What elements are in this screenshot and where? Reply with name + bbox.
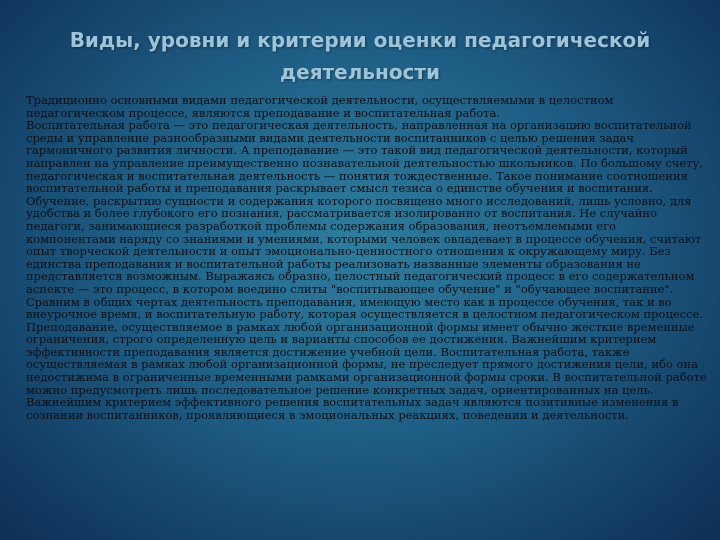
body-paragraph: Воспитательная работа — это педагогическая деятельность, направленная на организацию воспитательной среды и управление разнообразными видами деятельности воспитанников с целью решения задач гармоничного развития личности. А преподавание — это такой вид педагогической деятельности, который направлен на управление преимущественно познавательной деятельностью школьников. По большому счету, педагогическая и воспитательная деятельность — понятия тождественные. Такое понимание соотношения воспитательной работы и преподавания раскрывает смысл тезиса о единстве обучения и воспитания. xyxy=(26,118,703,196)
body-paragraph: Сравним в общих чертах деятельность преподавания, имеющую место как в процессе обучения, так и во внеурочное время, и воспитательную работу, которая осуществляется в целостном педагогическом процессе. xyxy=(26,294,704,322)
slide-body xyxy=(26,94,708,421)
slide-title: Виды, уровни и критерии оценки педагогической деятельности xyxy=(69,28,651,84)
body-paragraph: Преподавание, осуществляемое в рамках любой организационной формы имеет обычно жесткие временные ограничения, строго определенную цель и варианты способов ее достижения. Важнейшим критерием эффективности преподавания является достижение учебной цели. Воспитательная работа, также осуществляемая в рамках любой организационной формы, не преследует прямого достижения цели, ибо она недостижима в ограниченные временными рамками организационной формы сроки. В воспитательной работе можно предусмотреть лишь последовательное решение конкретных задач, ориентированных на цель. Важнейшим критерием эффективного решения воспитательных задач являются позитивные изменения в сознании воспитанников, проявляющиеся в эмоциональных реакциях, поведении и деятельности. xyxy=(26,319,707,422)
body-paragraph: Обучение, раскрытию сущности и содержания которого посвящено много исследований, лишь условно, для удобства и более глубокого его познания, рассматривается изолированно от воспитания. Не случайно педагоги, занимающиеся разработкой проблемы содержания образования, неотъемлемыми его компонентами наряду со знаниями и умениями, которыми человек овладевает в процессе обучения, считают опыт творческой деятельности и опыт эмоционально-ценностного отношения к окружающему миру. Без единства преподавания и воспитательной работы реализовать названные элементы образования не представляется возможным. Выражаясь образно, целостный педагогический процесс в его содержательном аспекте — это процесс, в котором воедино слиты "воспитывающее обучение" и "обучающее воспитание". xyxy=(26,193,702,296)
body-paragraph: Традиционно основными видами педагогической деятельности, осуществляемыми в целостном педагогическом процессе, являются преподавание и воспитательная работа. xyxy=(26,93,614,120)
